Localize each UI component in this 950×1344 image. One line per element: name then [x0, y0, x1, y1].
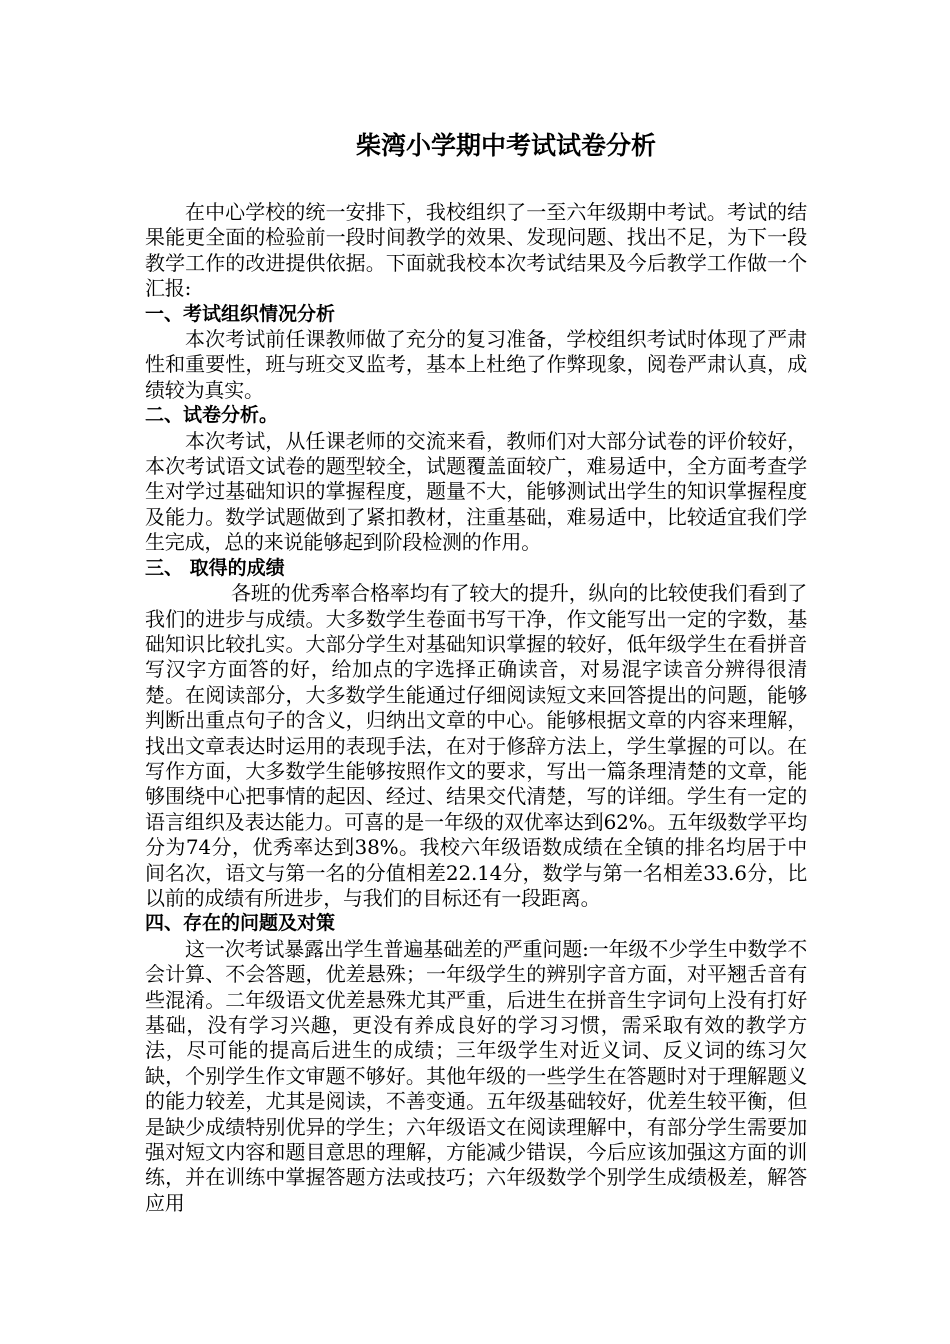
section-heading-organization: 一、考试组织情况分析	[145, 302, 336, 325]
intro-paragraph: 在中心学校的统一安排下，我校组织了一至六年级期中考试。考试的结果能更全面的检验前一段时间教学的效果、发现问题、找出不足，为下一段教学工作的改进提供依据。下面就我校本次考试结果及今后教学工作做一个汇报:	[145, 200, 807, 301]
document-title: 柴湾小学期中考试试卷分析	[355, 131, 656, 160]
section-body-paper-analysis: 本次考试，从任课老师的交流来看，教师们对大部分试卷的评价较好，本次考试语文试卷的题型较全，试题覆盖面较广，难易适中，全方面考查学生对学过基础知识的掌握程度，题量不大，能够测试出学生的知识掌握程度及能力。数学试题做到了紧扣教材，注重基础，难易适中，比较适宜我们学生完成，总的来说能够起到阶段检测的作用。	[145, 428, 807, 555]
section-heading-achievements: 三、 取得的成绩	[145, 556, 285, 579]
section-heading-problems: 四、存在的问题及对策	[145, 912, 336, 935]
document-page	[145, 128, 807, 1216]
section-body-organization: 本次考试前任课教师做了充分的复习准备，学校组织考试时体现了严肃性和重要性，班与班交叉监考，基本上杜绝了作弊现象，阅卷严肃认真，成绩较为真实。	[145, 327, 807, 402]
section-body-achievements: 各班的优秀率合格率均有了较大的提升，纵向的比较使我们看到了我们的进步与成绩。大多数学生卷面书写干净，作文能写出一定的字数，基础知识比较扎实。大部分学生对基础知识掌握的较好，低年级学生在看拼音写汉字方面答的好，给加点的字选择正确读音，对易混字读音分辨得很清楚。在阅读部分，大多数学生能通过仔细阅读短文来回答提出的问题，能够判断出重点句子的含义，归纳出文章的中心。能够根据文章的内容来理解，找出文章表达时运用的表现手法，在对于修辞方法上，学生掌握的可以。在写作方面，大多数学生能够按照作文的要求，写出一篇条理清楚的文章，能够围绕中心把事情的起因、经过、结果交代清楚，写的详细。学生有一定的语言组织及表达能力。可喜的是一年级的双优率达到62%。五年级数学平均分为74分，优秀率达到38%。我校六年级语数成绩在全镇的排名均居于中间名次，语文与第一名的分值相差22.14分，数学与第一名相差33.6分，比以前的成绩有所进步，与我们的目标还有一段距离。	[145, 581, 807, 910]
section-body-problems: 这一次考试暴露出学生普遍基础差的严重问题:一年级不少学生中数学不会计算、不会答题，优差悬殊；一年级学生的辨别字音方面，对平翘舌音有些混淆。二年级语文优差悬殊尤其严重，后进生在拼音生字词句上没有打好基础，没有学习兴趣，更没有养成良好的学习习惯，需采取有效的教学方法，尽可能的提高后进生的成绩；三年级学生对近义词、反义词的练习欠缺，个别学生作文审题不够好。其他年级的一些学生在答题时对于理解题义的能力较差，尤其是阅读，不善变通。五年级基础较好，优差生较平衡，但是缺少成绩特别优异的学生；六年级语文在阅读理解中，有部分学生需要加强对短文内容和题目意思的理解，方能减少错误，今后应该加强这方面的训练，并在训练中掌握答题方法或技巧；六年级数学个别学生成绩极差，解答应用	[145, 936, 807, 1215]
section-heading-paper-analysis: 二、试卷分析。	[145, 404, 279, 427]
